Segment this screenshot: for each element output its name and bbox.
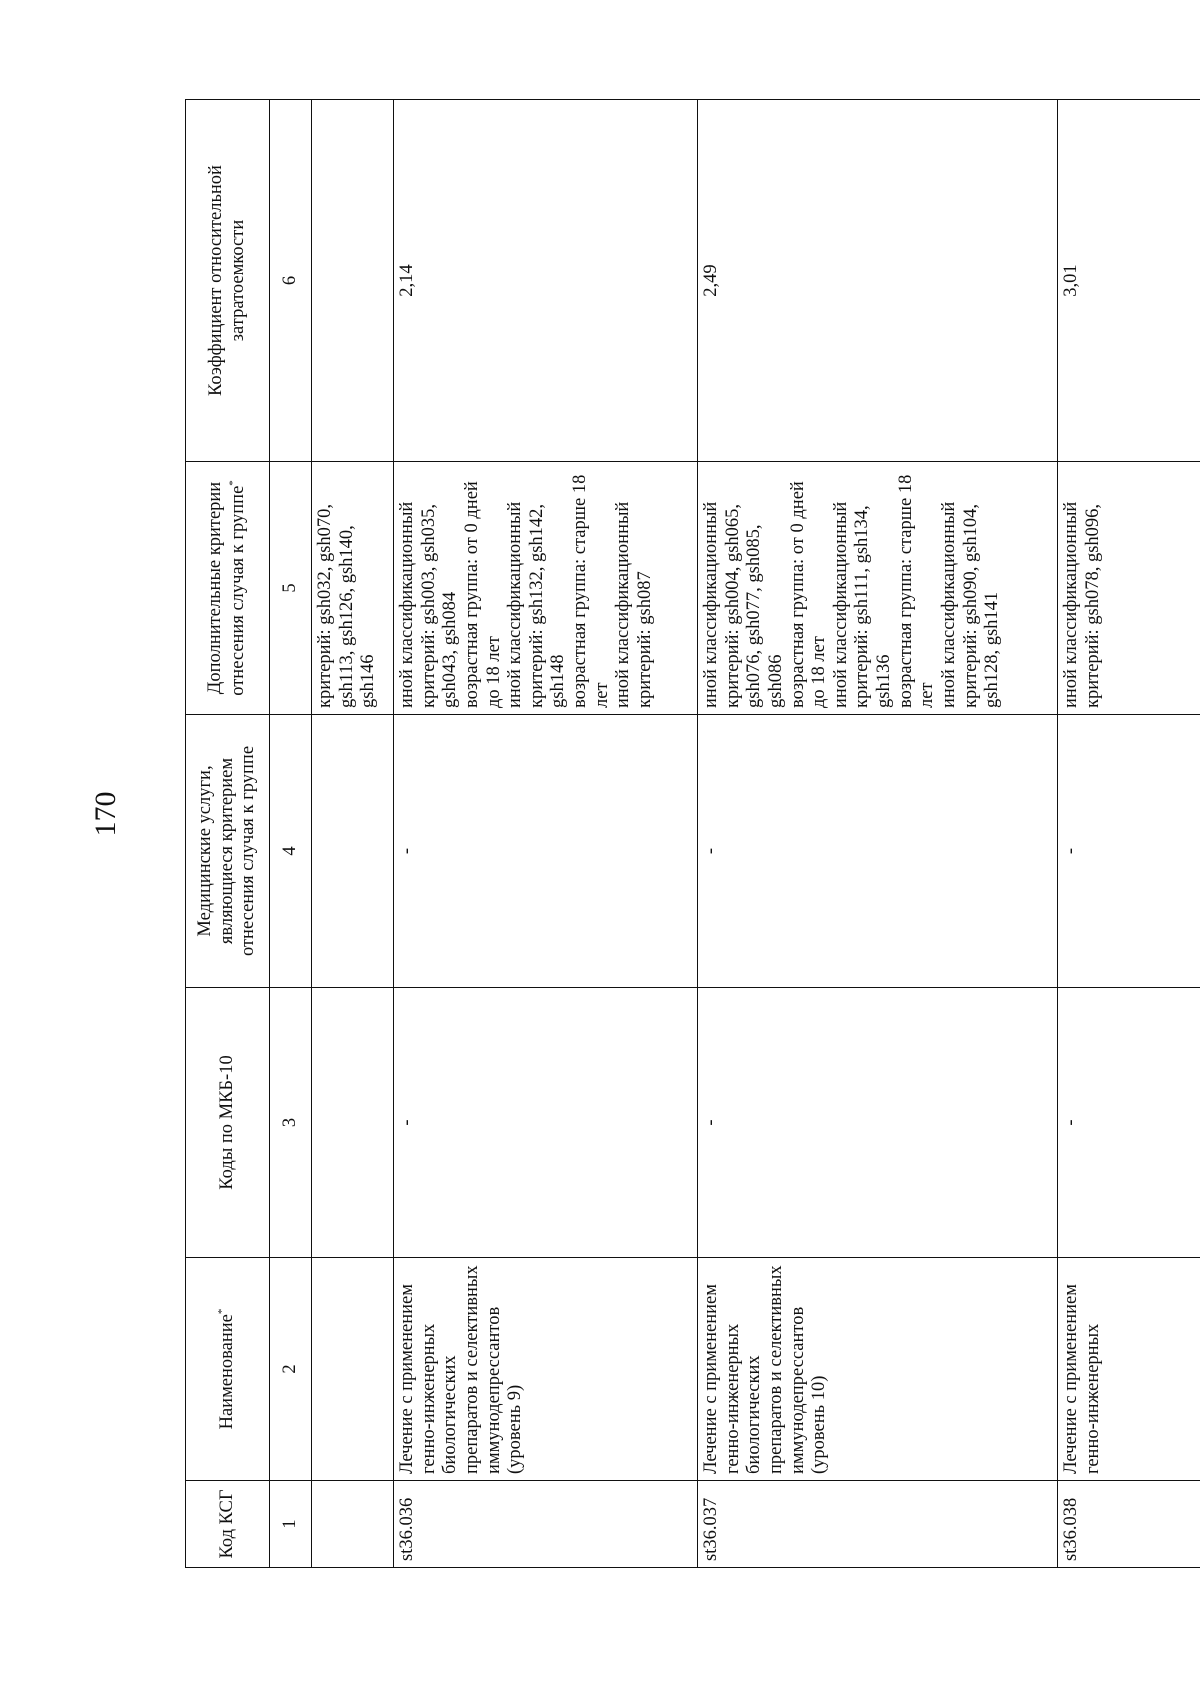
- cont-criteria-cell: критерий: gsh032, gsh070, gsh113, gsh126, gsh140, gsh146: [312, 462, 394, 715]
- ksg-code: st36.038: [1058, 1481, 1200, 1568]
- mkb-codes: -: [394, 988, 698, 1258]
- cont-mkb-cell: [312, 988, 394, 1258]
- header-name: [186, 1258, 270, 1481]
- cost-coefficient: 3,01: [1058, 100, 1200, 462]
- mkb-codes: -: [1058, 988, 1200, 1258]
- criteria-line: иной классификационный критерий: gsh111, gsh134, gsh136: [830, 501, 895, 708]
- criteria-line: иной классификационный критерий: gsh087: [613, 501, 656, 708]
- mkb-codes: -: [698, 988, 1058, 1258]
- header-name-mark: *: [216, 1308, 229, 1315]
- medical-services: -: [394, 715, 698, 988]
- continuation-row: [312, 100, 394, 1568]
- rotated-table-container: [185, 100, 1200, 1568]
- cont-services-cell: [312, 715, 394, 988]
- table-row: [394, 100, 698, 1568]
- criteria-line: возрастная группа: от 0 дней до 18 лет: [787, 481, 830, 708]
- additional-criteria: [1058, 462, 1200, 715]
- cont-name-cell: [312, 1258, 394, 1481]
- col-number: 4: [270, 715, 312, 988]
- ksg-code: st36.037: [698, 1481, 1058, 1568]
- additional-criteria: [394, 462, 698, 715]
- criteria-line: возрастная группа: старше 18 лет: [895, 474, 938, 708]
- criteria-line: иной классификационный критерий: gsh004, gsh065, gsh076, gsh077, gsh085, gsh086: [701, 501, 786, 708]
- ksg-name: Лечение с применением генно-инженерных биологических препаратов и селективных иммунодепрессантов (уровень 9): [394, 1258, 698, 1481]
- cont-coef-cell: [312, 100, 394, 462]
- header-criteria-mark: *: [226, 480, 239, 486]
- cost-coefficient: 2,49: [698, 100, 1058, 462]
- col-number: 6: [270, 100, 312, 462]
- header-mkb: Коды по МКБ-10: [186, 988, 270, 1258]
- criteria-line: иной классификационный критерий: gsh132, gsh142, gsh148: [505, 501, 569, 708]
- header-name-text: Наименование: [217, 1314, 238, 1430]
- criteria-line: возрастная группа: от 0 дней до 18 лет: [461, 481, 504, 708]
- col-number: 1: [270, 1481, 312, 1568]
- ksg-name: Лечение с применением генно-инженерных биологических препаратов и селективных иммунодепрессантов (уровень 10): [698, 1258, 1058, 1481]
- column-number-row: [270, 100, 312, 1568]
- page-number: 170: [89, 791, 122, 837]
- additional-criteria: [698, 462, 1058, 715]
- table-row: [698, 100, 1058, 1568]
- criteria-line: иной классификационный критерий: gsh078, gsh096,: [1061, 501, 1103, 708]
- criteria-line: иной классификационный критерий: gsh003, gsh035, gsh043, gsh084: [397, 501, 461, 708]
- header-code: Код КСГ: [186, 1481, 270, 1568]
- ksg-code: st36.036: [394, 1481, 698, 1568]
- col-number: 2: [270, 1258, 312, 1481]
- medical-services: -: [1058, 715, 1200, 988]
- medical-services: -: [698, 715, 1058, 988]
- ksg-name: Лечение с применением генно-инженерных: [1058, 1258, 1200, 1481]
- cost-coefficient: 2,14: [394, 100, 698, 462]
- ksg-table: [185, 99, 1200, 1568]
- col-number: 3: [270, 988, 312, 1258]
- header-row: [186, 100, 270, 1568]
- col-number: 5: [270, 462, 312, 715]
- cont-code-cell: [312, 1481, 394, 1568]
- table-row: [1058, 100, 1200, 1568]
- header-criteria-text: Дополнительные критерии отнесения случая к группе: [205, 481, 249, 696]
- header-criteria: [186, 462, 270, 715]
- header-coef: Коэффициент относительной затратоемкости: [186, 100, 270, 462]
- criteria-line: возрастная группа: старше 18 лет: [570, 474, 612, 708]
- criteria-line: иной классификационный критерий: gsh090, gsh104, gsh128, gsh141: [939, 501, 1003, 708]
- header-services: Медицинские услуги, являющиеся критерием отнесения случая к группе: [186, 715, 270, 988]
